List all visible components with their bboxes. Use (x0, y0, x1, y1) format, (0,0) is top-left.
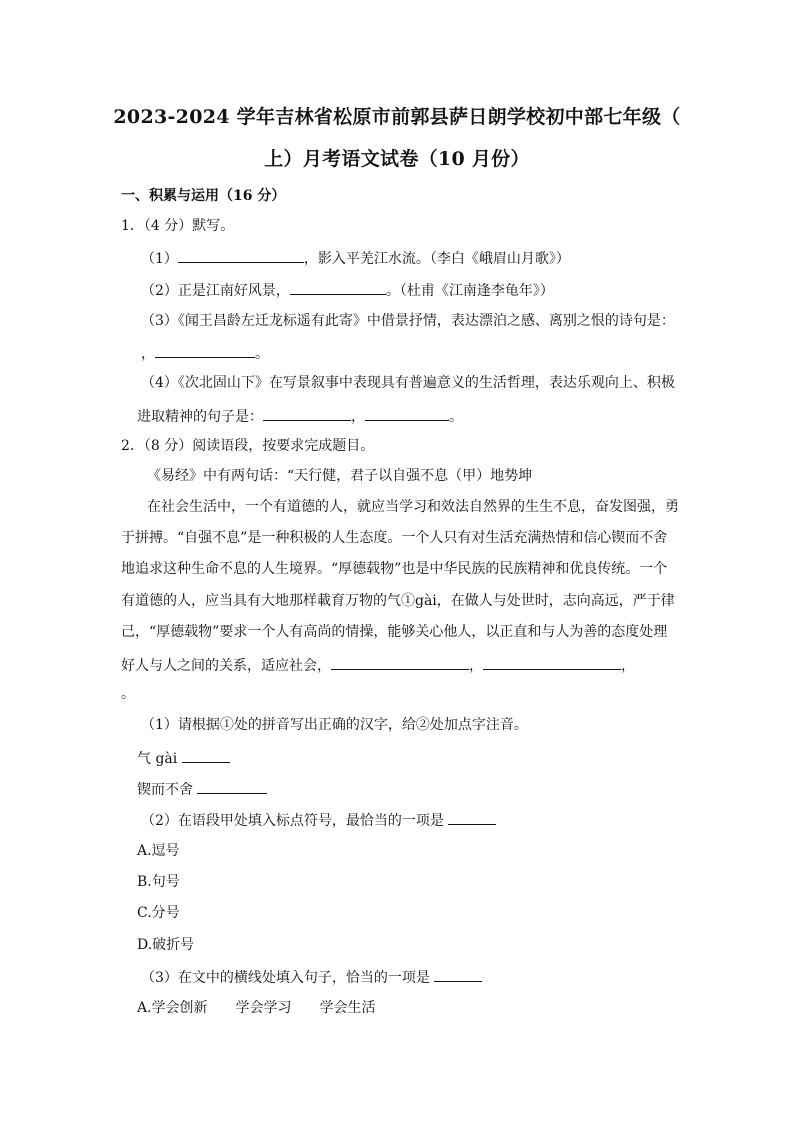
passage-line: 好人与人之间的关系，适应社会， ， ， (121, 655, 635, 675)
option-c[interactable]: C.分号 (137, 905, 180, 921)
answer-blank[interactable] (448, 810, 496, 825)
answer-blank[interactable] (331, 655, 469, 670)
answer-blank[interactable] (290, 280, 386, 295)
passage-end: 。 (121, 686, 135, 702)
answer-blank[interactable] (155, 343, 255, 358)
passage-line: 己，“厚德载物”要求一个人有高尚的情操，能够关心他人，以正直和与人为善的态度处理 (121, 624, 668, 640)
answer-blank[interactable] (434, 967, 482, 982)
passage-line: 在社会生活中，一个有道德的人，就应当学习和效法自然界的生生不息，奋发图强，勇 (147, 499, 679, 515)
question-1-part-3: （3）《闻王昌龄左迁龙标遥有此寄》中借景抒情，表达漂泊之感、离别之恨的诗句是： (141, 313, 675, 329)
answer-blank[interactable] (365, 406, 449, 421)
subquestion-1-item: 气 gài (137, 748, 230, 768)
subquestion-1-item: 锲而不舍 (137, 779, 267, 799)
question-2-quote: 《易经》中有两句话：“天行健，君子以自强不息（甲）地势坤 (147, 468, 533, 484)
question-2-stem: 2．（8 分）阅读语段，按要求完成题目。 (121, 438, 375, 454)
exam-title-line-2: 上）月考语文试卷（10 月份） (264, 148, 530, 170)
answer-blank[interactable] (263, 406, 351, 421)
option-a[interactable]: A.学会创新 学会学习 学会生活 (137, 1000, 376, 1016)
answer-blank[interactable] (483, 655, 621, 670)
passage-line: 有道德的人，应当具有大地那样載育万物的气①gài，在做人与处世时，志向高远，严于律 (121, 593, 675, 609)
exam-title-line-1: 2023-2024 学年吉林省松原市前郭县萨日朗学校初中部七年级（ (113, 106, 681, 128)
question-1-part-1: （1） ，影入平羌江水流。（李白《峨眉山月歌》） (141, 248, 570, 268)
question-1-stem: 1．（4 分）默写。 (121, 218, 235, 234)
question-1-part-2: （2）正是江南好风景， 。（杜甫《江南逢李龟年》） (141, 280, 554, 300)
question-1-part-3-answer: ， 。 (141, 343, 269, 363)
subquestion-2-stem: （2）在语段甲处填入标点符号，最恰当的一项是 (141, 810, 496, 830)
question-1-part-4: （4）《次北固山下》在写景叙事中表现具有普遍意义的生活哲理，表达乐观向上、积极 (141, 375, 675, 391)
section-heading: 一、积累与运用（16 分） (121, 188, 286, 204)
passage-line: 于拼搏。“自强不息”是一种积极的人生态度。一个人只有对生活充满热情和信心锲而不舍 (121, 530, 668, 546)
answer-blank[interactable] (178, 248, 304, 263)
option-a[interactable]: A.逗号 (137, 843, 180, 859)
answer-blank[interactable] (182, 748, 230, 763)
question-1-part-4-answer: 进取精神的句子是： ， 。 (137, 406, 463, 426)
option-d[interactable]: D.破折号 (137, 937, 195, 953)
option-b[interactable]: B.句号 (137, 874, 180, 890)
answer-blank[interactable] (197, 779, 267, 794)
subquestion-1-stem: （1）请根据①处的拼音写出正确的汉字，给②处加点字注音。 (141, 717, 528, 733)
subquestion-3-stem: （3）在文中的横线处填入句子，恰当的一项是 (141, 967, 482, 987)
passage-line: 地追求这种生命不息的人生境界。“厚德载物”也是中华民族的民族精神和优良传统。一个 (121, 561, 668, 577)
